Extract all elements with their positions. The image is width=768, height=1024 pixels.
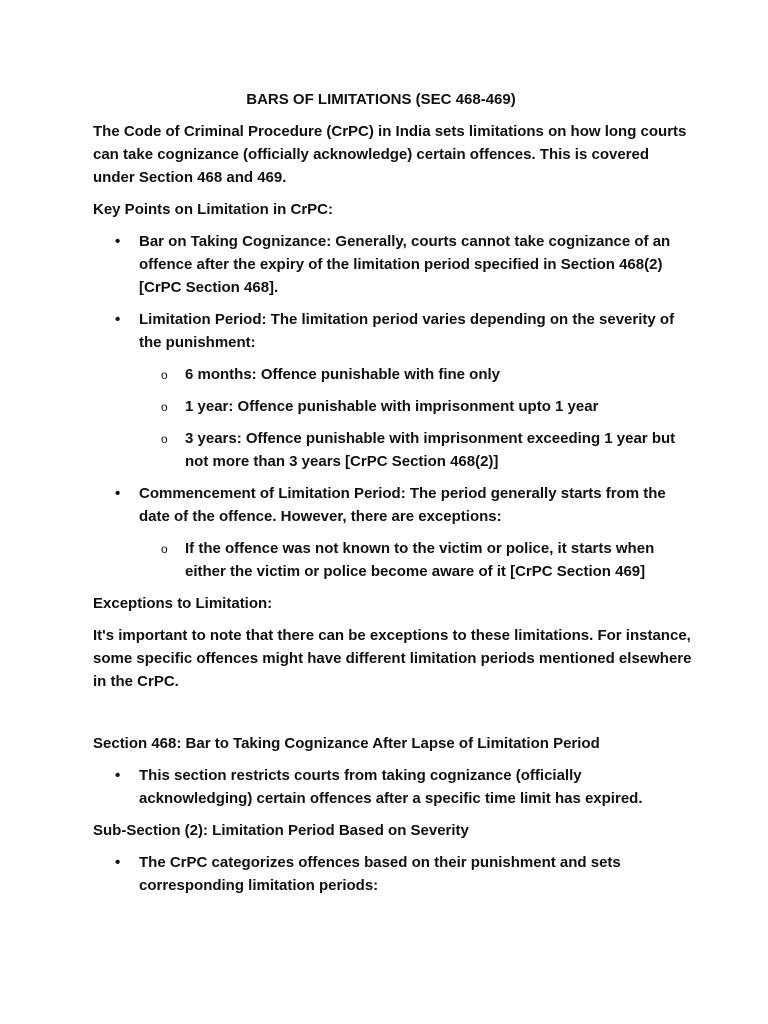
limitation-period-sublist (139, 363, 693, 473)
hollow-bullet-icon: o (161, 400, 168, 414)
section-468-text: This section restricts courts from taking cognizance (officially acknowledging) certain offences after a specific time limit has expired. (139, 767, 643, 807)
sub-point-item (139, 427, 693, 473)
bullet-icon: • (115, 767, 121, 784)
key-point-item (93, 482, 693, 583)
subsection-2-item (93, 851, 693, 897)
intro-paragraph: The Code of Criminal Procedure (CrPC) in India sets limitations on how long courts can take cognizance (officially acknowledge) certain offences. This is covered under Section 468 and 469. (93, 123, 687, 186)
hollow-bullet-icon: o (161, 432, 168, 446)
key-points-list (93, 230, 693, 583)
bullet-icon: • (115, 311, 121, 328)
bullet-icon: • (115, 233, 121, 250)
exceptions-heading: Exceptions to Limitation: (93, 595, 273, 612)
sub-point-text: 3 years: Offence punishable with imprisonment exceeding 1 year but not more than 3 years [CrPC Section 468(2)] (185, 430, 676, 470)
section-468-list (93, 764, 693, 810)
section-468-heading: Section 468: Bar to Taking Cognizance After Lapse of Limitation Period (93, 735, 600, 752)
exceptions-paragraph: It's important to note that there can be exceptions to these limitations. For instance, some specific offences might have different limitation periods mentioned elsewhere in the CrPC. (93, 627, 692, 690)
section-spacer (93, 702, 693, 732)
key-points-heading: Key Points on Limitation in CrPC: (93, 201, 334, 218)
bullet-icon: • (115, 485, 121, 502)
sub-point-text: 1 year: Offence punishable with imprisonment upto 1 year (185, 398, 599, 415)
section-468-item (93, 764, 693, 810)
bullet-icon: • (115, 854, 121, 871)
key-point-text: Commencement of Limitation Period: The period generally starts from the date of the offence. However, there are exceptions: (139, 485, 666, 525)
sub-point-item (139, 395, 693, 418)
subsection-2-list (93, 851, 693, 897)
sub-point-item (139, 363, 693, 386)
hollow-bullet-icon: o (161, 368, 168, 382)
sub-point-text: If the offence was not known to the victim or police, it starts when either the victim or police become aware of it [CrPC Section 469] (185, 540, 655, 580)
subsection-2-text: The CrPC categorizes offences based on their punishment and sets corresponding limitation periods: (139, 854, 621, 894)
sub-point-text: 6 months: Offence punishable with fine only (185, 366, 501, 383)
commencement-sublist (139, 537, 693, 583)
key-point-item (93, 308, 693, 473)
key-point-text: Bar on Taking Cognizance: Generally, courts cannot take cognizance of an offence after the expiry of the limitation period specified in Section 468(2) [CrPC Section 468]. (139, 233, 671, 296)
hollow-bullet-icon: o (161, 542, 168, 556)
key-point-text: Limitation Period: The limitation period varies depending on the severity of the punishment: (139, 311, 675, 351)
subsection-2-heading: Sub-Section (2): Limitation Period Based on Severity (93, 822, 469, 839)
key-point-item (93, 230, 693, 299)
document-title: BARS OF LIMITATIONS (SEC 468-469) (246, 91, 516, 108)
document-page (93, 88, 693, 906)
sub-point-item (139, 537, 693, 583)
